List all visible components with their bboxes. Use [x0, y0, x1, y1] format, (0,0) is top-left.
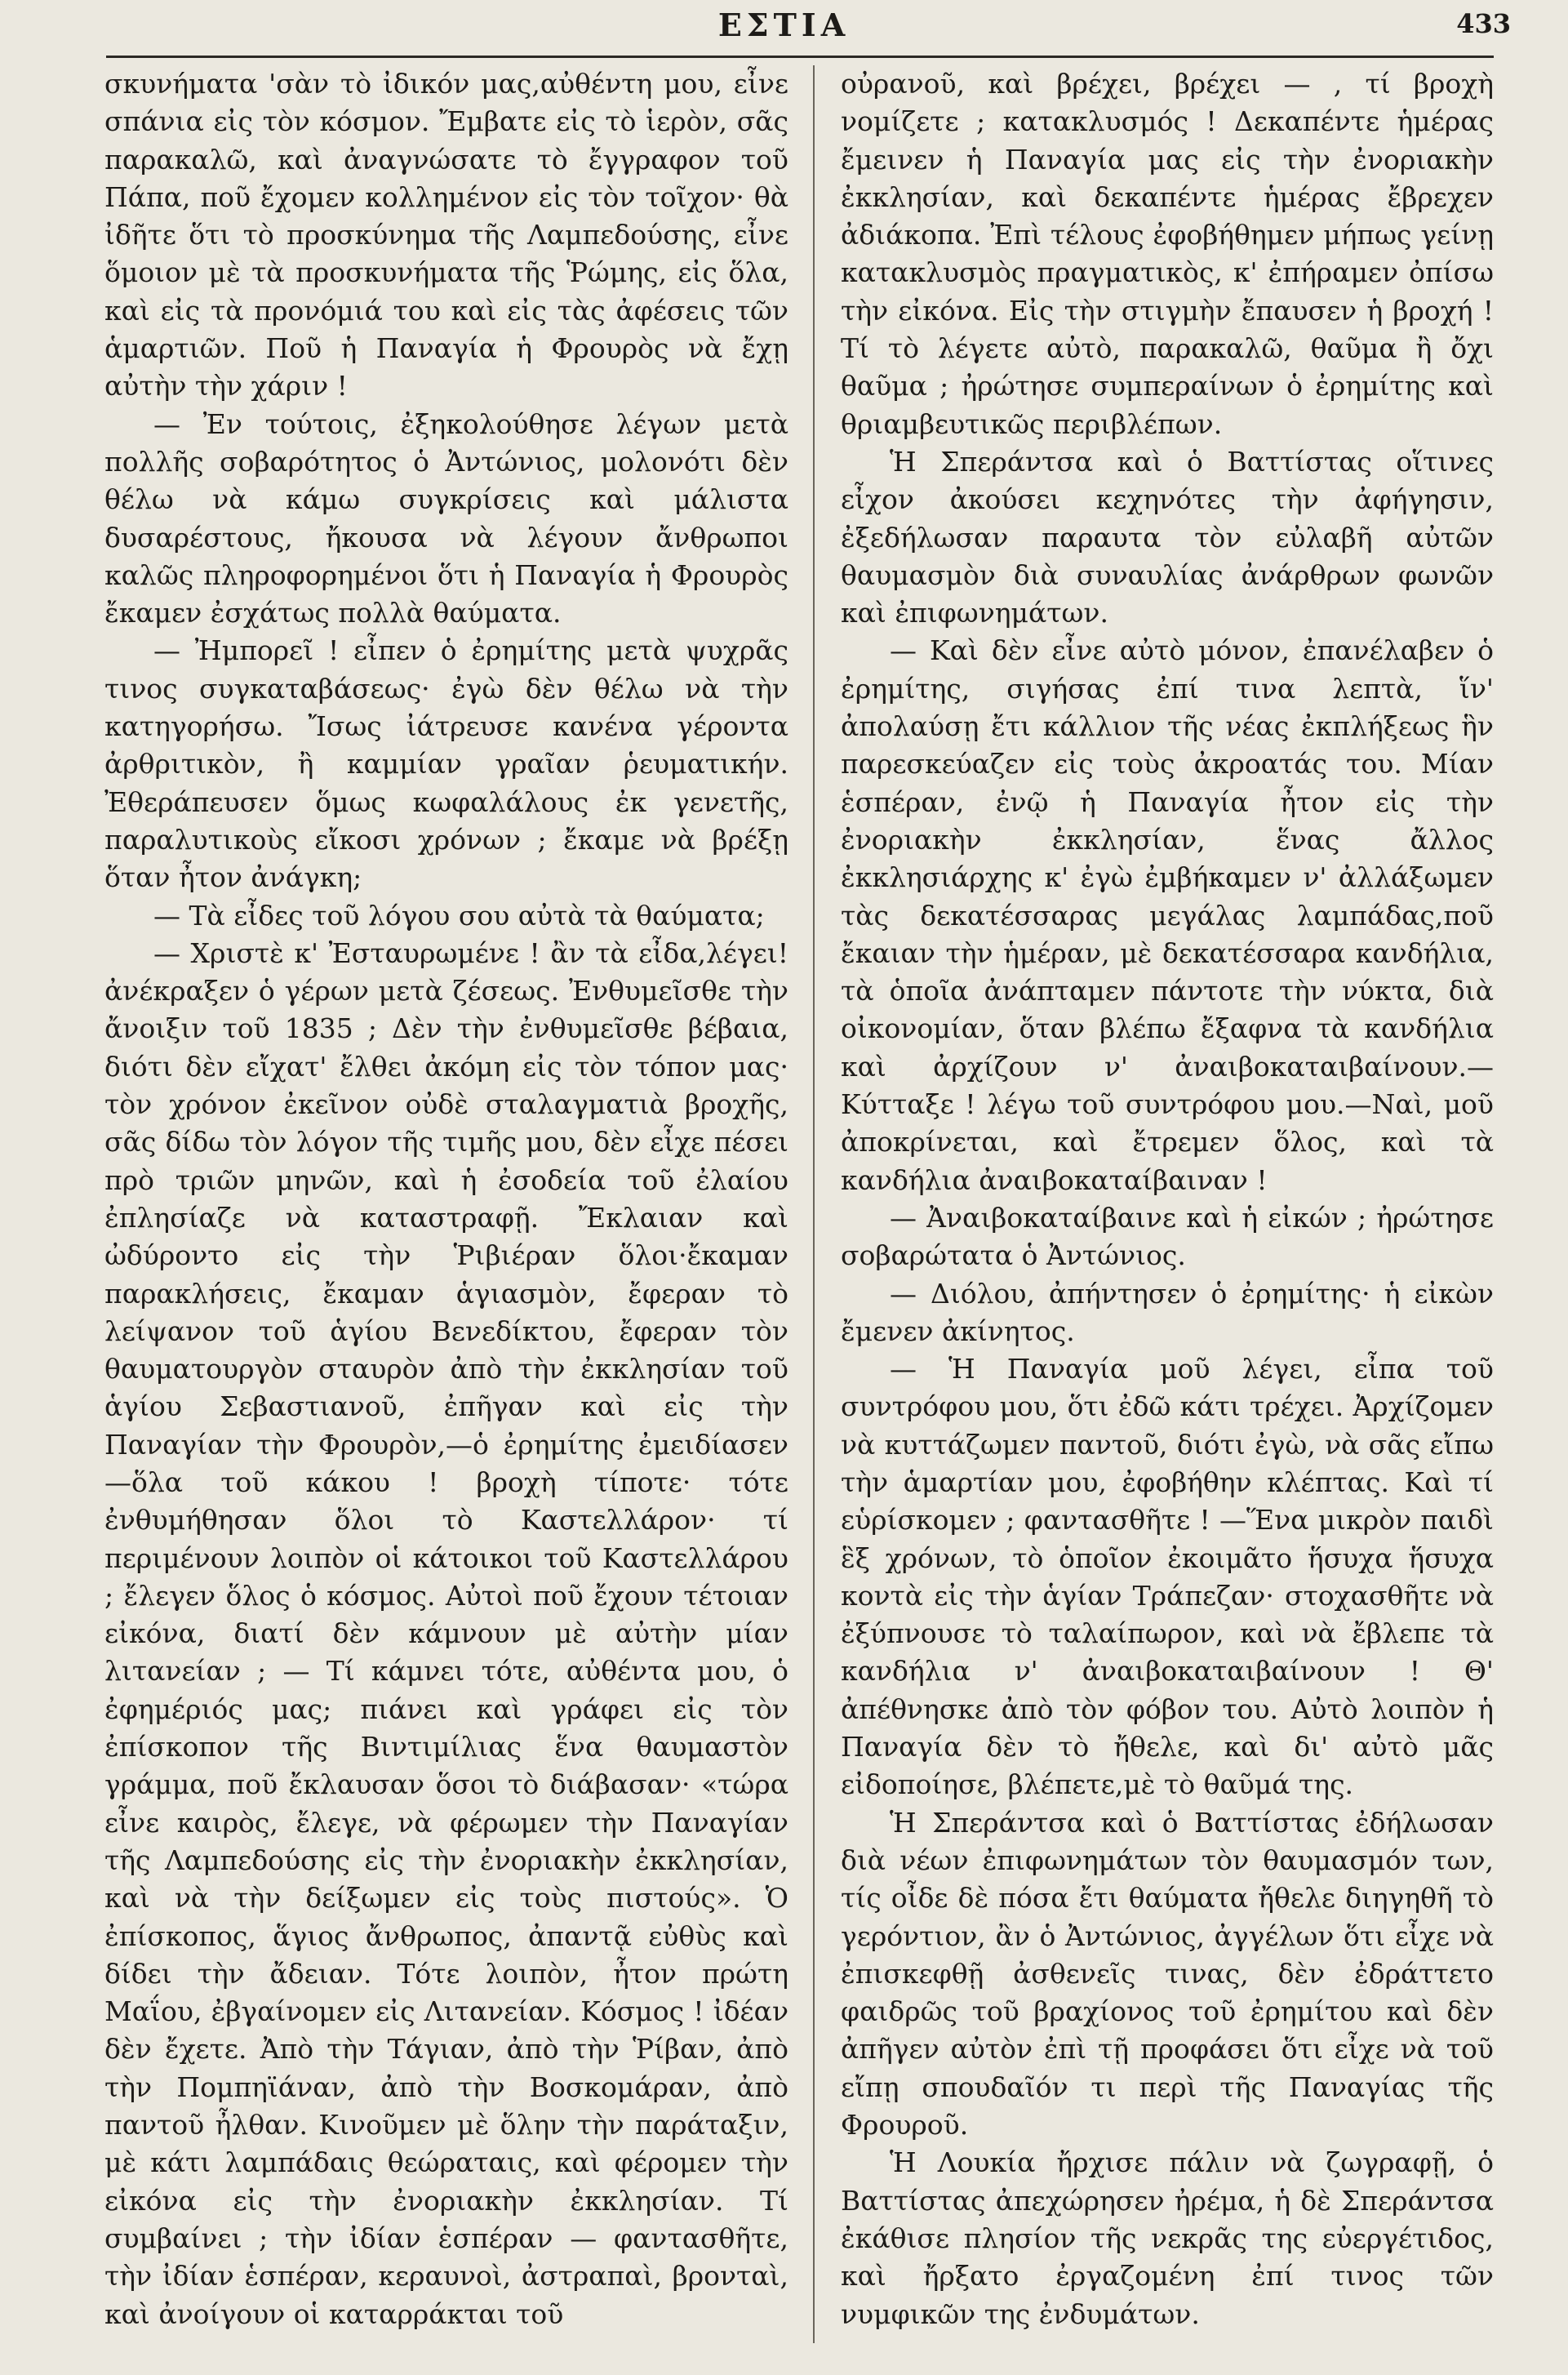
paragraph: Ἡ Λουκία ἤρχισε πάλιν νὰ ζωγραφῇ, ὁ Βαττίστας ἀπεχώρησεν ἠρέμα, ἡ δὲ Σπεράντσα ἐκάθισε πλησίον τῆς νεκρᾶς της εὐεργέτιδος, καὶ ἤρξατο ἐργαζομένη ἐπί τινος τῶν νυμφικῶν της ἐνδυμάτων.	[841, 2146, 1494, 2330]
paragraph: — Ἐν τούτοις, ἐξηκολούθησε λέγων μετὰ πολλῆς σοβαρότητος ὁ Ἀντώνιος, μολονότι δὲν θέλω νὰ κάμω συγκρίσεις καὶ μάλιστα δυσαρέστους, ἤκουσα νὰ λέγουν ἄνθρωποι καλῶς πληροφορημένοι ὅτι ἡ Παναγία ἡ Φρουρὸς ἔκαμεν ἐσχάτως πολλὰ θαύματα.	[104, 407, 788, 629]
paragraph: — Καὶ δὲν εἶνε αὐτὸ μόνον, ἐπανέλαβεν ὁ ἐρημίτης, σιγήσας ἐπί τινα λεπτὰ, ἵν' ἀπολαύσῃ ἔτι κάλλιον τῆς νέας ἐκπλήξεως ἣν παρεσκεύαζεν εἰς τοὺς ἀκροατάς του. Μίαν ἑσπέραν, ἐνῷ ἡ Παναγία ἦτον εἰς τὴν ἐνοριακὴν ἐκκλησίαν, ἕνας ἄλλος ἐκκλησιάρχης κ' ἐγὼ ἐμβήκαμεν ν' ἀλλάξωμεν τὰς δεκατέσσαρας μεγάλας λαμπάδας,ποῦ ἔκαιαν τὴν ἡμέραν, μὲ δεκατέσσαρα κανδήλια, τὰ ὁποῖα ἀνάπταμεν πάντοτε τὴν νύκτα, διὰ οἰκονομίαν, ὅταν βλέπω ἔξαφνα τὰ κανδήλια καὶ ἀρχίζουν ν' ἀναιβοκαταιβαίνουν.— Κύτταξε ! λέγω τοῦ συντρόφου μου.—Ναὶ, μοῦ ἀποκρίνεται, καὶ ἔτρεμεν ὅλος, καὶ τὰ κανδήλια ἀναιβοκαταίβαιναν !	[841, 634, 1494, 1196]
paragraph: — Χριστὲ κ' Ἐσταυρωμένε ! ἂν τὰ εἶδα,λέγει! ἀνέκραξεν ὁ γέρων μετὰ ζέσεως. Ἐνθυμεῖσθε τὴν ἄνοιξιν τοῦ 1835 ; Δὲν τὴν ἐνθυμεῖσθε βέβαια, διότι δὲν εἴχατ' ἔλθει ἀκόμη εἰς τὸν τόπον μας· τὸν χρόνον ἐκεῖνον οὐδὲ σταλαγματιὰ βροχῆς, σᾶς δίδω τὸν λόγον τῆς τιμῆς μου, δὲν εἶχε πέσει πρὸ τριῶν μηνῶν, καὶ ἡ ἐσοδεία τοῦ ἐλαίου ἐπλησίαζε νὰ καταστραφῇ. Ἔκλαιαν καὶ ὠδύροντο εἰς τὴν Ῥιβιέραν ὅλοι·ἔκαμαν παρακλήσεις, ἔκαμαν ἁγιασμὸν, ἔφεραν τὸ λείψανον τοῦ ἁγίου Βενεδίκτου, ἔφεραν τὸν θαυματουργὸν σταυρὸν ἀπὸ τὴν ἐκκλησίαν τοῦ ἁγίου Σεβαστιανοῦ, ἐπῆγαν καὶ εἰς τὴν Παναγίαν τὴν Φρουρὸν,—ὁ ἐρημίτης ἐμειδίασεν—ὅλα τοῦ κάκου ! βροχὴ τίποτε· τότε ἐνθυμήθησαν ὅλοι τὸ Καστελλάρον· τί περιμένουν λοιπὸν οἱ κάτοικοι τοῦ Καστελλάρου ; ἔλεγεν ὅλος ὁ κόσμος. Αὐτοὶ ποῦ ἔχουν τέτοιαν εἰκόνα, διατί δὲν κάμνουν μὲ αὐτὴν μίαν λιτανείαν ; — Τί κάμνει τότε, αὐθέντα μου, ὁ ἐφημέριός μας; πιάνει καὶ γράφει εἰς τὸν ἐπίσκοπον τῆς Βιντιμίλιας ἕνα θαυμαστὸν γράμμα, ποῦ ἔκλαυσαν ὅσοι τὸ διάβασαν· «τώρα εἶνε καιρὸς, ἔλεγε, νὰ φέρωμεν τὴν Παναγίαν τῆς Λαμπεδούσης εἰς τὴν ἐνοριακὴν ἐκκλησίαν, καὶ νὰ τὴν δείξωμεν εἰς τοὺς πιστούς». Ὁ ἐπίσκοπος, ἅγιος ἄνθρωπος, ἀπαντᾷ εὐθὺς καὶ δίδει τὴν ἄδειαν. Τότε λοιπὸν, ἦτον πρώτη Μαΐου, ἐβγαίνομεν εἰς Λιτανείαν. Κόσμος ! ἰδέαν δὲν ἔχετε. Ἀπὸ τὴν Τάγιαν, ἀπὸ τὴν Ῥίβαν, ἀπὸ τὴν Πομπηϊάναν, ἀπὸ τὴν Βοσκομάραν, ἀπὸ παντοῦ ἦλθαν. Κινοῦμεν μὲ ὅλην τὴν παράταξιν, μὲ κάτι λαμπάδαις θεώραταις, καὶ φέρομεν τὴν εἰκόνα εἰς τὴν ἐνοριακὴν ἐκκλησίαν. Τί συμβαίνει ; τὴν ἰδίαν ἑσπέραν — φαντασθῆτε, τὴν ἰδίαν ἑσπέραν, κεραυνοὶ, ἀστραπαὶ, βρονταὶ, καὶ ἀνοίγουν οἱ καταρράκται τοῦ	[104, 936, 788, 2330]
column-divider	[813, 65, 815, 2343]
header-rule	[106, 56, 1494, 58]
right-column	[841, 65, 1494, 2333]
paragraph: οὐρανοῦ, καὶ βρέχει, βρέχει — , τί βροχὴ νομίζετε ; κατακλυσμός ! Δεκαπέντε ἡμέρας ἔμεινεν ἡ Παναγία μας εἰς τὴν ἐνοριακὴν ἐκκλησίαν, καὶ δεκαπέντε ἡμέρας ἔβρεχεν ἀδιάκοπα. Ἐπὶ τέλους ἐφοβήθημεν μήπως γείνῃ κατακλυσμὸς πραγματικὸς, κ' ἐπήραμεν ὀπίσω τὴν εἰκόνα. Εἰς τὴν στιγμὴν ἔπαυσεν ἡ βροχή ! Τί τὸ λέγετε αὐτὸ, παρακαλῶ, θαῦμα ἢ ὄχι θαῦμα ; ἠρώτησε συμπεραίνων ὁ ἐρημίτης καὶ θριαμβευτικῶς περιβλέπων.	[841, 68, 1494, 440]
journal-title: ΕΣΤΙΑ	[717, 7, 851, 43]
paragraph: — Ἠμπορεῖ ! εἶπεν ὁ ἐρημίτης μετὰ ψυχρᾶς τινος συγκαταβάσεως· ἐγὼ δὲν θέλω νὰ τὴν κατηγορήσω. Ἴσως ἰάτρευσε κανένα γέροντα ἀρθριτικὸν, ἢ καμμίαν γραῖαν ῥευματικήν. Ἐθεράπευσεν ὅμως κωφαλάλους ἐκ γενετῆς, παραλυτικοὺς εἴκοσι χρόνων ; ἔκαμε νὰ βρέξῃ ὅταν ἦτον ἀνάγκη;	[104, 634, 788, 894]
paragraph: Ἡ Σπεράντσα καὶ ὁ Βαττίστας οἵτινες εἶχον ἀκούσει κεχηνότες τὴν ἀφήγησιν, ἐξεδήλωσαν παραυτα τὸν εὐλαβῆ αὐτῶν θαυμασμὸν διὰ συναυλίας ἀνάρθρων φωνῶν καὶ ἐπιφωνημάτων.	[841, 445, 1494, 629]
left-column	[104, 65, 788, 2333]
paragraph: — Διόλου, ἀπήντησεν ὁ ἐρημίτης· ἡ εἰκὼν ἔμενεν ἀκίνητος.	[841, 1277, 1494, 1347]
paragraph: — Τὰ εἶδες τοῦ λόγου σου αὐτὰ τὰ θαύματα;	[153, 899, 765, 932]
paragraph: — Ἀναιβοκαταίβαινε καὶ ἡ εἰκών ; ἠρώτησε σοβαρώτατα ὁ Ἀντώνιος.	[841, 1201, 1494, 1272]
paragraph: σκυνήματα 'σὰν τὸ ἰδικόν μας,αὐθέντη μου, εἶνε σπάνια εἰς τὸν κόσμον. Ἔμβατε εἰς τὸ ἱερὸν, σᾶς παρακαλῶ, καὶ ἀναγνώσατε τὸ ἔγγραφον τοῦ Πάπα, ποῦ ἔχομεν κολλημένον εἰς τὸν τοῖχον· θὰ ἰδῆτε ὅτι τὸ προσκύνημα τῆς Λαμπεδούσης, εἶνε ὅμοιον μὲ τὰ προσκυνήματα τῆς Ῥώμης, εἰς ὅλα, καὶ εἰς τὰ προνόμιά του καὶ εἰς τὰς ἀφέσεις τῶν ἁμαρτιῶν. Ποῦ ἡ Παναγία ἡ Φρουρὸς νὰ ἔχῃ αὐτὴν τὴν χάριν !	[104, 68, 788, 403]
page-number: 433	[1456, 8, 1511, 39]
paragraph: Ἡ Σπεράντσα καὶ ὁ Βαττίστας ἐδήλωσαν διὰ νέων ἐπιφωνημάτων τὸν θαυμασμόν των, τίς οἶδε δὲ πόσα ἔτι θαύματα ἤθελε διηγηθῆ τὸ γερόντιον, ἂν ὁ Ἀντώνιος, ἀγγέλων ὅτι εἶχε νὰ ἐπισκεφθῇ ἀσθενεῖς τινας, δὲν ἐδράττετο φαιδρῶς τοῦ βραχίονος τοῦ ἐρημίτου καὶ δὲν ἀπῆγεν αὐτὸν ἐπὶ τῇ προφάσει ὅτι εἶχε νὰ τοῦ εἴπῃ σπουδαῖόν τι περὶ τῆς Παναγίας τῆς Φρουροῦ.	[841, 1806, 1494, 2142]
page-header	[0, 0, 1568, 57]
paragraph: — Ἡ Παναγία μοῦ λέγει, εἶπα τοῦ συντρόφου μου, ὅτι ἐδῶ κάτι τρέχει. Ἀρχίζομεν νὰ κυττάζωμεν παντοῦ, διότι ἐγὼ, νὰ σᾶς εἴπω τὴν ἁμαρτίαν μου, ἐφοβήθην κλέπτας. Καὶ τί εὑρίσκομεν ; φαντασθῆτε ! —Ἕνα μικρὸν παιδὶ ἓξ χρόνων, τὸ ὁποῖον ἐκοιμᾶτο ἥσυχα ἥσυχα κοντὰ εἰς τὴν ἁγίαν Τράπεζαν· στοχασθῆτε νὰ ἐξύπνουσε τὸ ταλαίπωρον, καὶ νὰ ἔβλεπε τὰ κανδήλια ν' ἀναιβοκαταιβαίνουν ! Θ' ἀπέθνησκε ἀπὸ τὸν φόβον του. Αὐτὸ λοιπὸν ἡ Παναγία δὲν τὸ ἤθελε, καὶ δι' αὐτὸ μᾶς εἰδοποίησε, βλέπετε,μὲ τὸ θαῦμά της.	[841, 1353, 1494, 1801]
